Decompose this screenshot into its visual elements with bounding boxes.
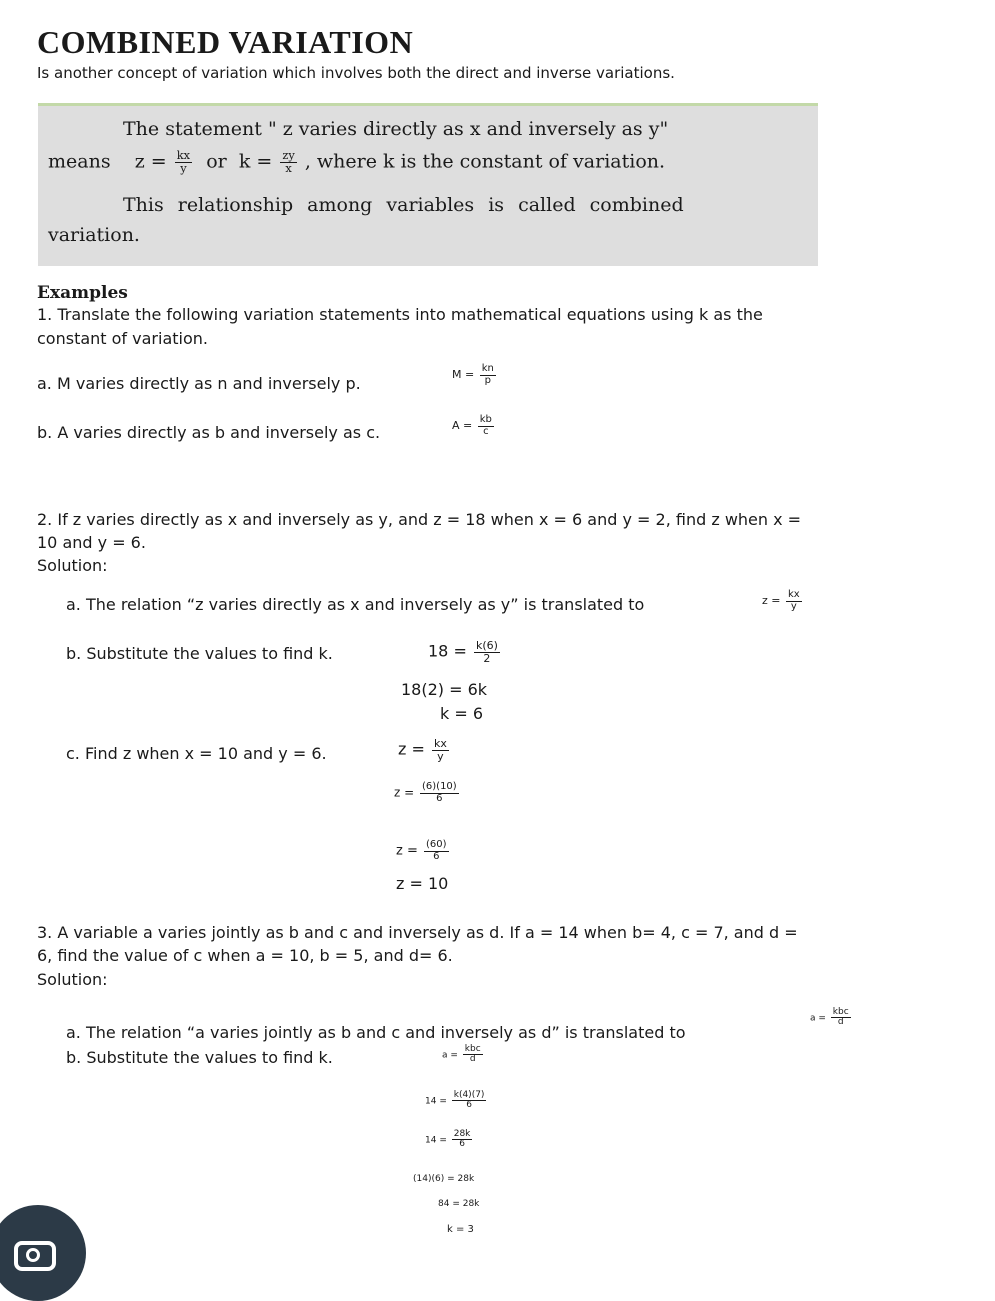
- example-2b-step-2: 18(2) = 6k: [401, 680, 488, 699]
- example-3-line-1: 3. A variable a varies jointly as b and c and inversely as d. If a = 14 when b= 4, c = 7, and d =: [37, 923, 798, 942]
- example-2-line-1: 2. If z varies directly as x and inversely as y, and z = 18 when x = 6 and y = 2, find z when x =: [37, 510, 802, 529]
- example-3b-step-5: 84 = 28k: [438, 1199, 480, 1209]
- fraction-numerator: zy: [282, 148, 295, 162]
- example-2c-step-3: [396, 840, 451, 862]
- fraction-numerator: k(6): [475, 639, 498, 652]
- fraction-numerator: k(4)(7): [453, 1090, 485, 1100]
- example-2b-step-1: [428, 640, 502, 664]
- definition-box: [38, 103, 818, 266]
- fraction-denominator: d: [469, 1054, 476, 1065]
- example-3b-text: b. Substitute the values to find k.: [66, 1048, 333, 1067]
- page-title: COMBINED VARIATION: [37, 24, 414, 60]
- equation-lhs: 14 =: [425, 1135, 447, 1146]
- equation-lhs: M =: [452, 368, 475, 381]
- example-1b-text: b. A varies directly as b and inversely as c.: [37, 423, 381, 442]
- example-2b-text: b. Substitute the values to find k.: [66, 644, 333, 663]
- definition-line-4: variation.: [48, 224, 140, 246]
- fraction-numerator: kbc: [832, 1007, 849, 1017]
- fraction-denominator: y: [790, 600, 797, 612]
- fraction-numerator: (60): [426, 839, 447, 850]
- equation-lhs: z =: [398, 739, 425, 759]
- fraction-numerator: kn: [481, 363, 494, 374]
- fraction-denominator: y: [180, 160, 187, 175]
- fraction-denominator: y: [437, 749, 444, 763]
- example-2a-text: a. The relation “z varies directly as x and inversely as y” is translated to: [66, 595, 645, 614]
- definition-line-2: [48, 150, 665, 175]
- fraction-denominator: 2: [483, 651, 491, 665]
- example-3a-equation: [810, 1008, 853, 1028]
- example-3b-step-4: (14)(6) = 28k: [413, 1174, 475, 1184]
- equation-fraction: [474, 640, 500, 664]
- example-3a-text: a. The relation “a varies jointly as b and c and inversely as d” is translated to: [66, 1023, 686, 1042]
- equation-fraction: [786, 590, 802, 612]
- equation-fraction: [463, 1045, 483, 1065]
- equation-lhs: 18 =: [428, 641, 467, 661]
- fraction-denominator: 6: [466, 1100, 472, 1111]
- example-2b-step-3: k = 6: [440, 704, 484, 723]
- definition-tail: , where k is the constant of variation.: [304, 150, 666, 173]
- example-1b-equation: [452, 415, 496, 437]
- example-3b-step-6: k = 3: [447, 1224, 474, 1235]
- example-3b-step-3: [425, 1130, 474, 1150]
- equation-fraction: [432, 738, 449, 762]
- fraction-numerator: kbc: [464, 1044, 481, 1054]
- fraction-numerator: (6)(10): [422, 781, 457, 792]
- equation-lhs: a =: [442, 1050, 458, 1061]
- fraction-denominator: 6: [459, 1139, 465, 1150]
- fraction-numerator: kx: [433, 737, 447, 750]
- camera-icon: [14, 1241, 56, 1271]
- equation-lhs: z =: [762, 594, 781, 607]
- fraction-denominator: x: [285, 160, 292, 175]
- example-2-solution-label: Solution:: [37, 556, 108, 575]
- fraction-numerator: kx: [176, 148, 191, 162]
- equation-lhs: z =: [394, 785, 415, 800]
- equation-fraction: [478, 415, 494, 437]
- equation-fraction: [424, 840, 449, 862]
- or-word: or: [206, 150, 227, 173]
- z-equals: z =: [134, 150, 167, 173]
- fraction-numerator: kx: [788, 589, 800, 600]
- fraction-denominator: 6: [436, 792, 443, 804]
- example-2c-text: c. Find z when x = 10 and y = 6.: [66, 744, 327, 763]
- example-1a-text: a. M varies directly as n and inversely p.: [37, 374, 361, 393]
- fraction-numerator: 28k: [453, 1129, 471, 1139]
- fraction-numerator: kb: [479, 414, 492, 425]
- equation-fraction: [452, 1091, 487, 1111]
- example-2-line-2: 10 and y = 6.: [37, 533, 146, 552]
- k-equals: k =: [238, 150, 273, 173]
- equation-lhs: 14 =: [425, 1096, 447, 1107]
- example-2c-step-1: [398, 738, 451, 762]
- example-3-line-2: 6, find the value of c when a = 10, b = 5, and d= 6.: [37, 946, 453, 965]
- equation-lhs: a =: [810, 1013, 826, 1024]
- equation-lhs: A =: [452, 419, 473, 432]
- means-word: means: [48, 150, 111, 173]
- intro-text: Is another concept of variation which involves both the direct and inverse variations.: [37, 64, 675, 82]
- example-2a-equation: [762, 590, 804, 612]
- examples-heading: Examples: [37, 283, 128, 303]
- example-3b-step-2: [425, 1091, 488, 1111]
- definition-line-1: The statement " z varies directly as x and inversely as y": [123, 118, 669, 140]
- equation-fraction: [420, 782, 459, 804]
- definition-fraction-1: [175, 150, 192, 175]
- fraction-denominator: 6: [433, 850, 440, 862]
- definition-fraction-2: [280, 150, 296, 175]
- equation-fraction: [831, 1008, 851, 1028]
- example-3-solution-label: Solution:: [37, 970, 108, 989]
- example-2c-step-2: [394, 782, 461, 804]
- equation-fraction: [480, 364, 496, 386]
- example-3b-step-1: [442, 1045, 485, 1065]
- fraction-denominator: c: [483, 425, 489, 437]
- equation-fraction: [452, 1130, 473, 1150]
- equation-lhs: z =: [396, 843, 418, 859]
- definition-line-3: This relationship among variables is called combined: [123, 194, 684, 216]
- fraction-denominator: d: [837, 1017, 844, 1028]
- example-1-line-1: 1. Translate the following variation statements into mathematical equations using k as the: [37, 305, 763, 324]
- example-1-line-2: constant of variation.: [37, 329, 208, 348]
- camera-button[interactable]: [0, 1205, 86, 1301]
- fraction-denominator: p: [484, 374, 491, 386]
- example-2c-step-4: z = 10: [396, 874, 449, 893]
- example-1a-equation: [452, 364, 498, 386]
